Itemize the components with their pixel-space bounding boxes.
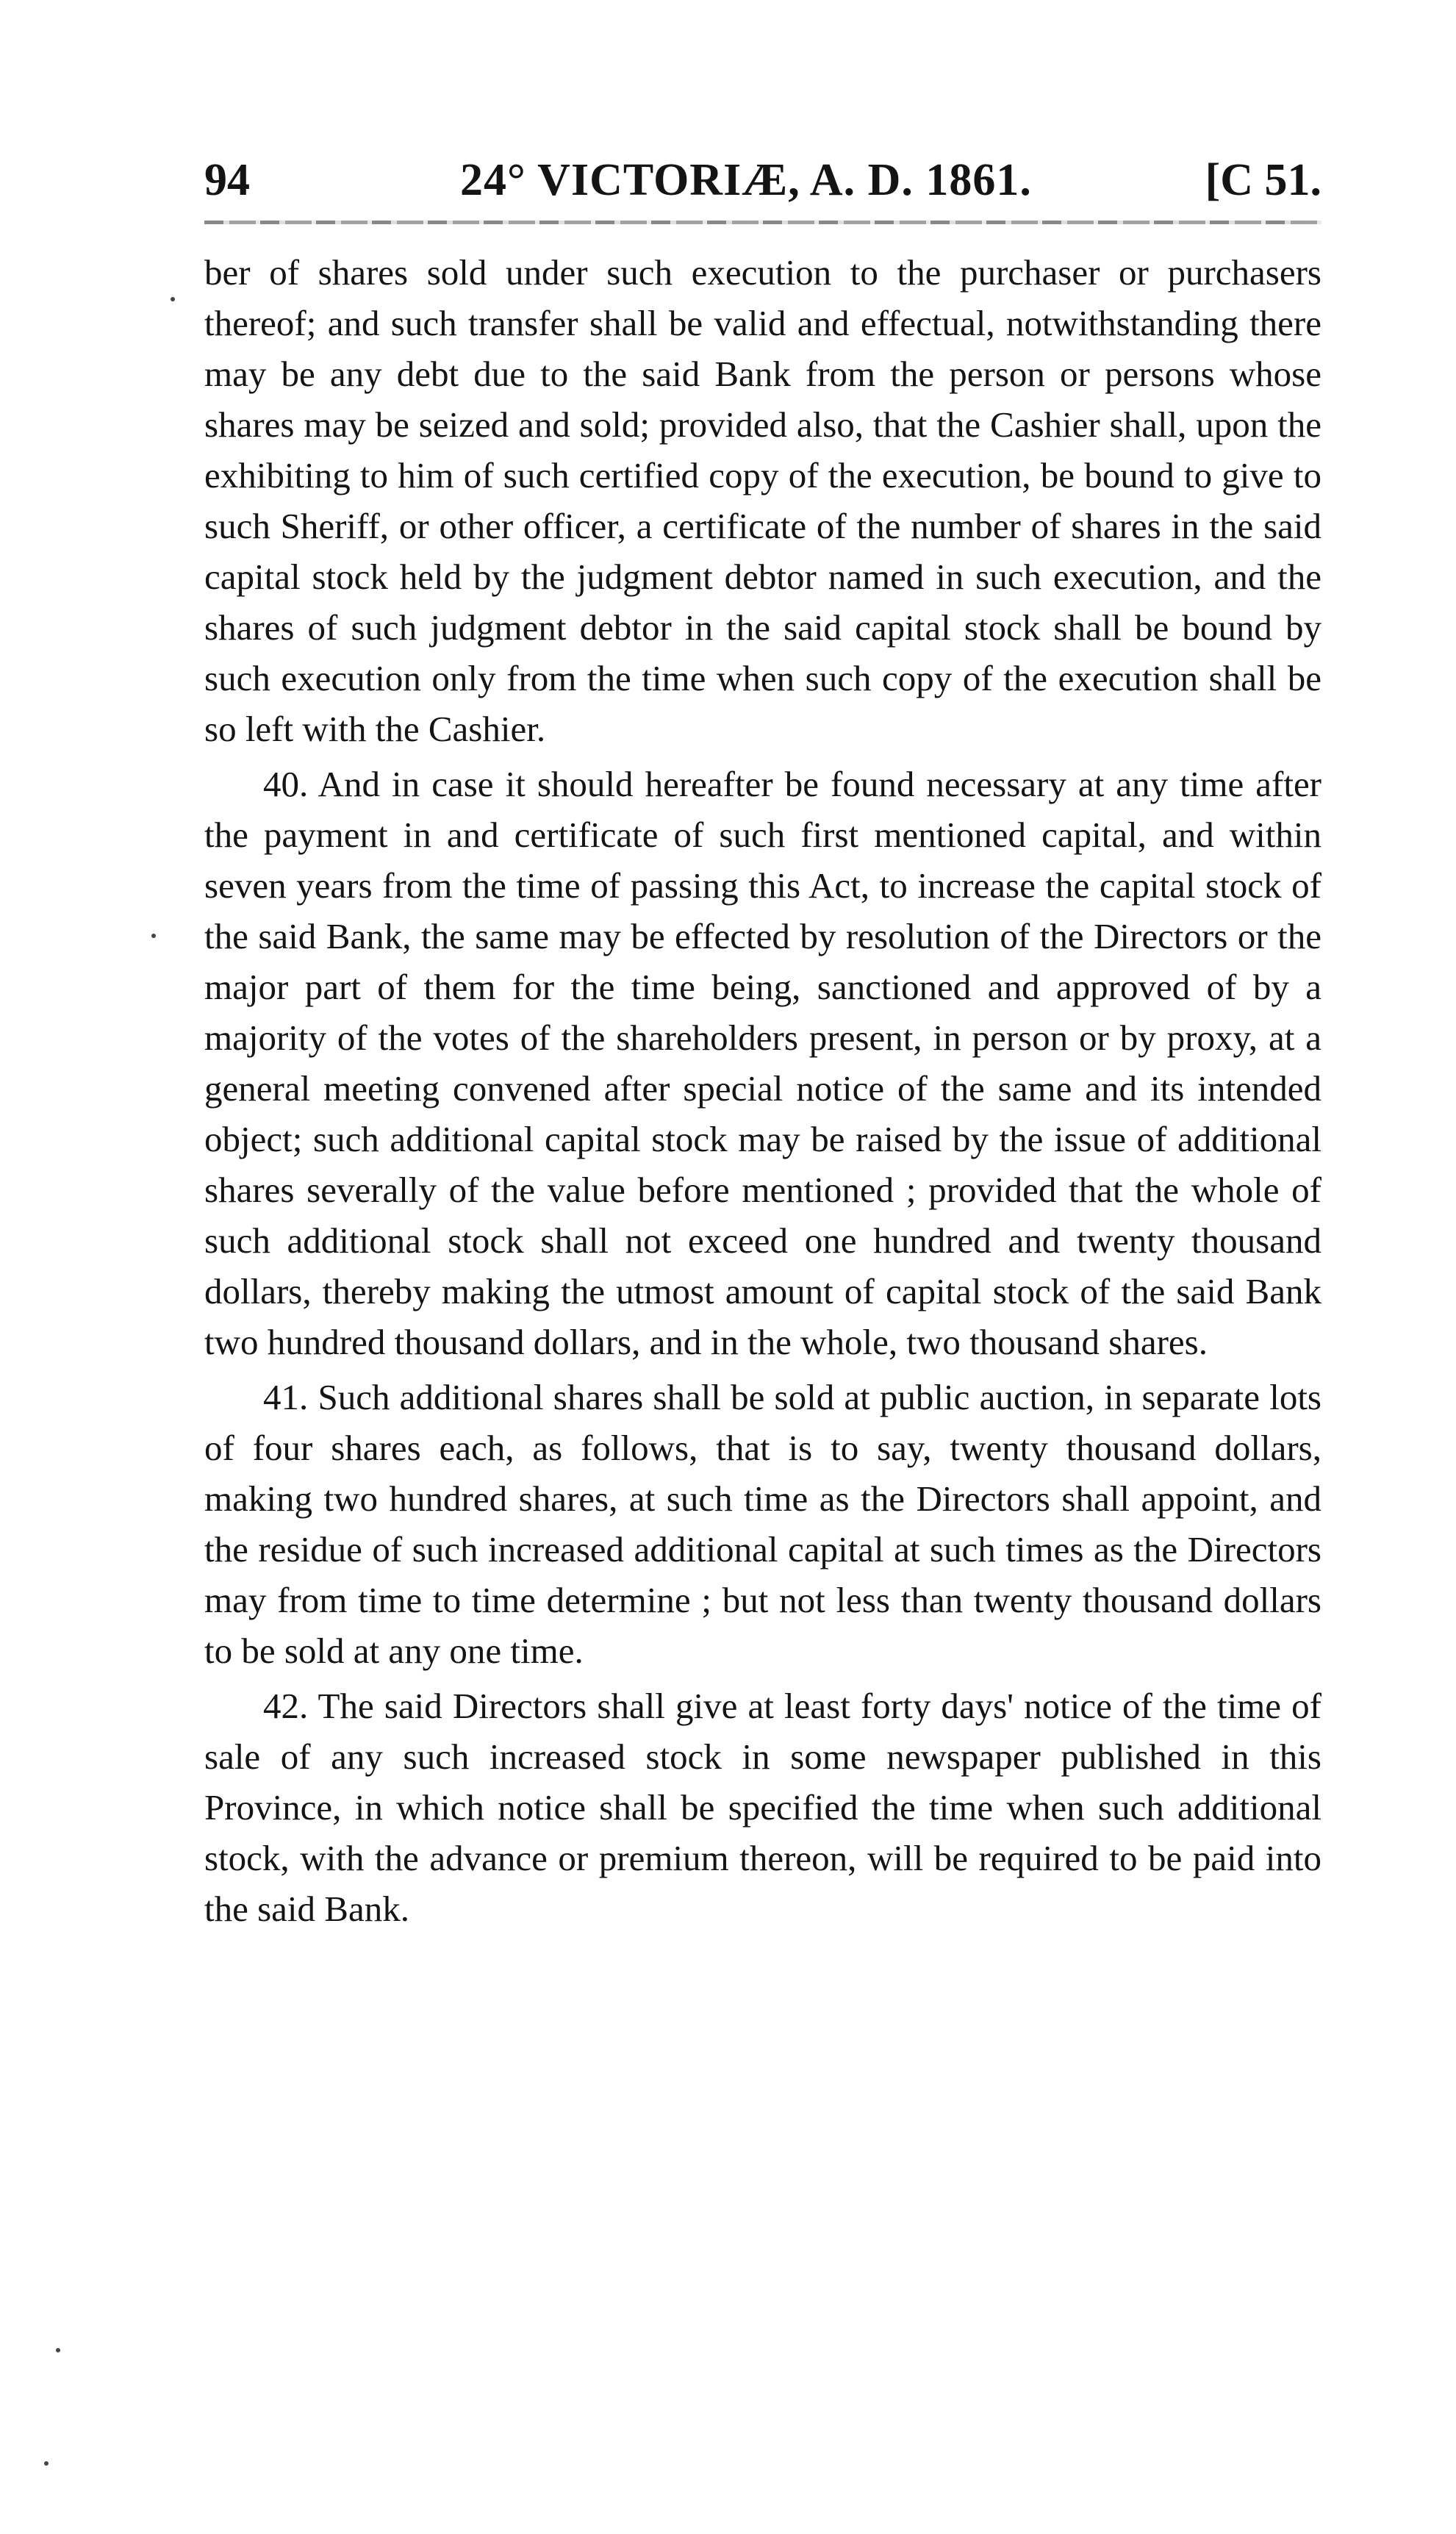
section-number: 40. [263, 764, 309, 804]
section-40 [204, 759, 1321, 1367]
section-number: 42. [263, 1686, 309, 1726]
paragraph-text: The said Directors shall give at least forty days' notice of the time of sale of any such increased stock in some newspaper published in this Province, in which notice shall be specified the time when such additional stock, with the advance or premium thereon, will be required to be paid into the said Bank. [204, 1686, 1321, 1929]
section-number: 41. [263, 1377, 309, 1417]
section-41 [204, 1372, 1321, 1676]
paragraph-text: Such additional shares shall be sold at public auction, in separate lots of four shares each, as follows, that is to say, twenty thousand dollars, making two hundred shares, at such time as the Directors shall appoint, and the residue of such increased additional capital at such times as the Directors may from time to time determine ; but not less than twenty thousand dollars to be sold at any one time. [204, 1377, 1321, 1671]
running-title: 24° VICTORIÆ, A. D. 1861. [460, 155, 1032, 205]
section-42 [204, 1681, 1321, 1934]
print-speck [171, 297, 175, 301]
body-text [204, 247, 1321, 1939]
page-header [204, 147, 1321, 213]
paragraph-text: And in case it should hereafter be found necessary at any time after the payment in and certificate of such first mentioned capital, and within seven years from the time of passing this Act, to increase the capital stock of the said Bank, the same may be effected by resolution of the Directors or the major part of them for the time being, sanctioned and approved of by a majority of the votes of the shareholders present, in person or by proxy, at a general meeting convened after special notice of the same and its intended object; such additional capital stock may be raised by the issue of additional shares severally of the value before mentioned ; provided that the whole of such additional stock shall not exceed one hundred and twenty thousand dollars, thereby making the utmost amount of capital stock of the said Bank two hundred thousand dollars, and in the whole, two thousand shares. [204, 764, 1322, 1362]
page-number: 94 [204, 155, 250, 205]
header-rule [204, 221, 1321, 224]
chapter-reference: [C 51. [1205, 155, 1321, 205]
print-speck [44, 2461, 49, 2466]
paragraph-continuation [204, 247, 1321, 754]
paragraph-text: ber of shares sold under such execution to the purchaser or purchasers thereof; and such transfer shall be valid and effectual, notwithstanding there may be any debt due to the said Bank from the person or persons whose shares may be seized and sold; provided also, that the Cashier shall, upon the exhibiting to him of such certified copy of the execution, be bound to give to such Sheriff, or other officer, a certificate of the number of shares in the said capital stock held by the judgment debtor named in such execution, and the shares of such judgment debtor in the said capital stock shall be bound by such execution only from the time when such copy of the execution shall be so left with the Cashier. [204, 252, 1321, 749]
print-speck [56, 2348, 60, 2352]
print-speck [151, 934, 156, 938]
